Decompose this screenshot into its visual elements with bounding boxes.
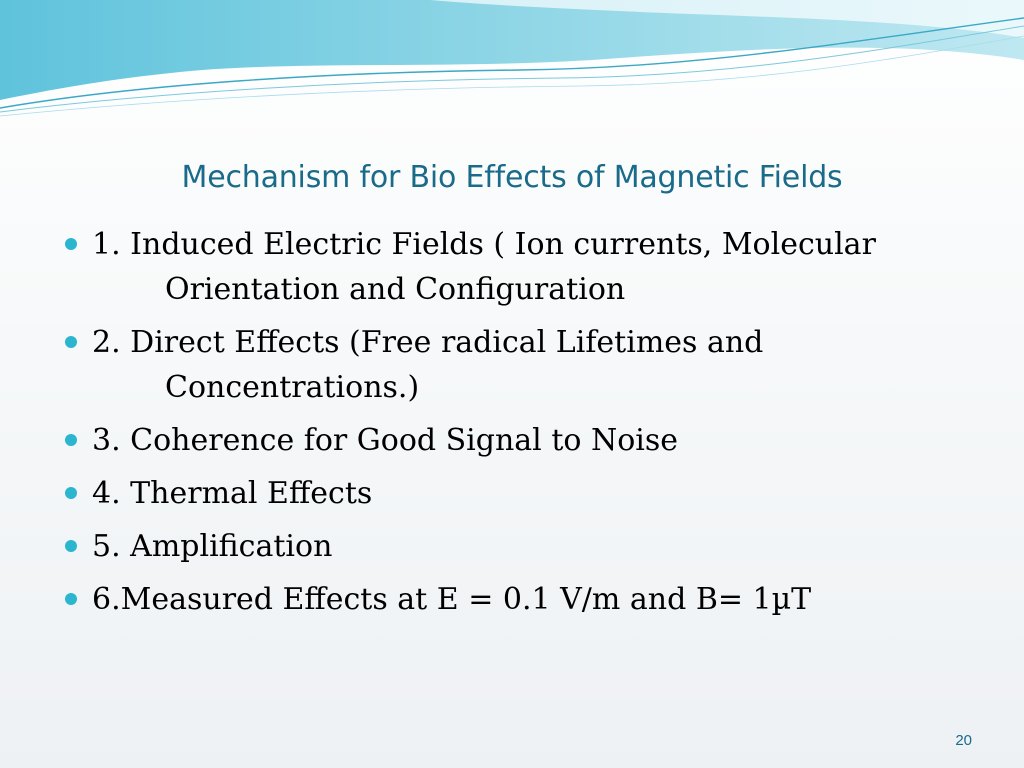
- bullet-item-1: [62, 222, 962, 312]
- slide-title: Mechanism for Bio Effects of Magnetic Fields: [181, 160, 843, 195]
- bullet-dot-icon: [65, 593, 77, 605]
- bullet-item-2: [62, 320, 962, 410]
- bullet-item-5: [62, 524, 962, 569]
- bullet-dot-icon: [65, 487, 77, 499]
- bullet-continuation: Orientation and Configuration: [165, 272, 626, 307]
- bullet-text: 1. Induced Electric Fields ( Ion currents, Molecular: [92, 227, 876, 262]
- bullet-list: [62, 222, 962, 630]
- bullet-text: 4. Thermal Effects: [92, 476, 373, 511]
- bullet-text: 2. Direct Effects (Free radical Lifetimes and: [92, 325, 764, 360]
- bullet-text: 5. Amplification: [92, 529, 333, 564]
- bullet-text: 3. Coherence for Good Signal to Noise: [92, 423, 679, 458]
- bullet-dot-icon: [65, 238, 77, 250]
- page-number: 20: [955, 732, 972, 749]
- bullet-dot-icon: [65, 434, 77, 446]
- bullet-text: 6.Measured Effects at E = 0.1 V/m and B= 1µT: [92, 582, 812, 617]
- bullet-item-3: [62, 418, 962, 463]
- bullet-dot-icon: [65, 336, 77, 348]
- header-wave-decoration: [0, 0, 1024, 130]
- bullet-dot-icon: [65, 540, 77, 552]
- bullet-item-6: [62, 577, 962, 622]
- bullet-continuation: Concentrations.): [165, 370, 420, 405]
- bullet-item-4: [62, 471, 962, 516]
